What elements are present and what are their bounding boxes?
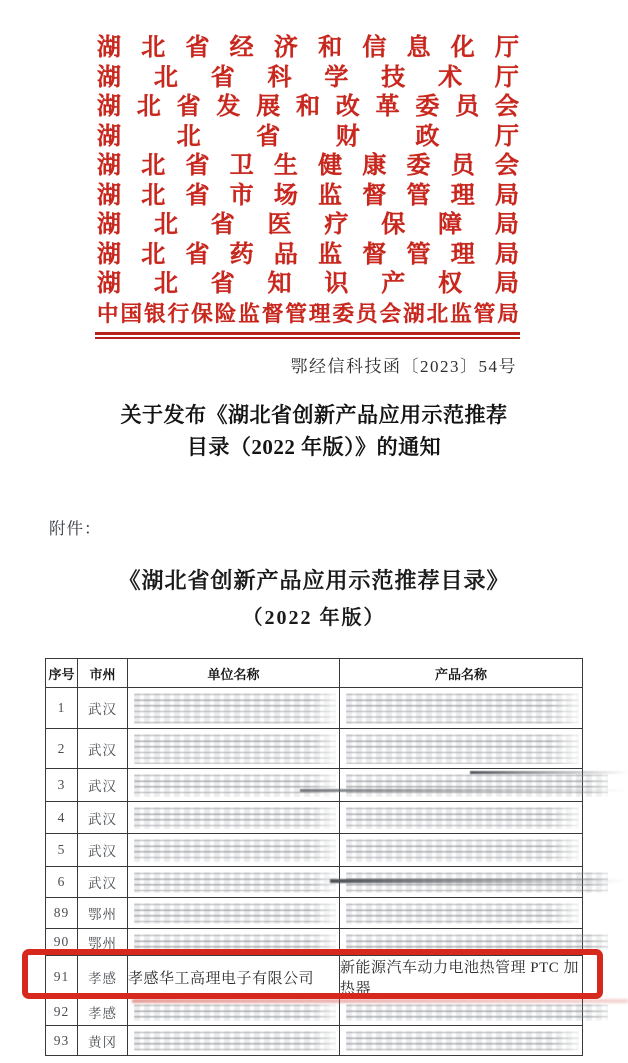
row-product [340, 834, 583, 867]
document-number: 鄂经信科技函〔2023〕54号 [290, 357, 517, 376]
letterhead-line: 湖 北 省 知 识 产 权 局 [97, 271, 519, 297]
row-product [340, 729, 583, 769]
table-row [46, 834, 583, 867]
header-product: 产品名称 [340, 659, 583, 688]
row-city: 鄂州 [78, 929, 128, 956]
row-no: 2 [46, 729, 78, 769]
row-city: 孝感 [78, 999, 128, 1026]
row-product [340, 929, 583, 956]
row-unit [128, 1026, 340, 1056]
table-row [46, 769, 583, 802]
row-no: 92 [46, 999, 78, 1026]
header-city: 市州 [78, 659, 128, 688]
table-row-highlighted [46, 956, 583, 999]
row-unit [128, 929, 340, 956]
table-row [46, 688, 583, 729]
row-city: 孝感 [78, 956, 128, 999]
redacted-text [134, 839, 336, 862]
letterhead-line: 湖 北 省 市 场 监 督 管 理 局 [97, 182, 519, 209]
row-product [340, 1026, 583, 1056]
row-no: 89 [46, 898, 78, 929]
row-city: 武汉 [78, 688, 128, 729]
letterhead-line: 湖 北 省 发 展 和 改 革 委 员 会 [97, 94, 519, 120]
letterhead-line: 中 国 银 行 保 险 监 督 管 理 委 员 会 湖 北 监 管 局 [97, 301, 519, 326]
letterhead-rule [95, 332, 520, 339]
row-unit [128, 802, 340, 834]
row-city: 武汉 [78, 769, 128, 802]
row-city: 武汉 [78, 729, 128, 769]
row-no: 5 [46, 834, 78, 867]
row-no: 1 [46, 688, 78, 729]
row-no: 90 [46, 929, 78, 956]
row-unit [128, 867, 340, 898]
letterhead-line: 湖 北 省 卫 生 健 康 委 员 会 [97, 153, 519, 179]
redacted-text [134, 774, 336, 797]
row-product [340, 867, 583, 898]
redacted-text [134, 1004, 336, 1021]
notice-title-line1: 关于发布《湖北省创新产品应用示范推荐 [120, 403, 508, 427]
redacted-text [134, 734, 336, 764]
row-no: 3 [46, 769, 78, 802]
redacted-text [346, 807, 579, 829]
redacted-text [134, 693, 336, 724]
notice-title [0, 400, 628, 463]
row-unit [128, 999, 340, 1026]
redacted-text [134, 1031, 336, 1051]
row-product [340, 802, 583, 834]
redacted-text [134, 934, 336, 951]
row-product [340, 999, 583, 1026]
table-row [46, 867, 583, 898]
letterhead-line: 湖 北 省 财 政 厅 [97, 123, 519, 150]
row-unit [128, 898, 340, 929]
table-row [46, 929, 583, 956]
catalog-table-wrap [45, 658, 582, 1056]
table-row [46, 1026, 583, 1056]
header-unit: 单位名称 [128, 659, 340, 688]
redacted-text [346, 734, 579, 764]
letterhead-line: 湖 北 省 科 学 技 术 厅 [97, 64, 519, 91]
row-product [340, 898, 583, 929]
row-city: 黄冈 [78, 1026, 128, 1056]
row-city: 武汉 [78, 867, 128, 898]
redacted-text [346, 1031, 579, 1051]
redacted-text [346, 1004, 608, 1021]
row-no: 4 [46, 802, 78, 834]
table-row [46, 999, 583, 1026]
row-unit [128, 769, 340, 802]
row-unit [128, 688, 340, 729]
letterhead [97, 34, 519, 329]
row-city: 鄂州 [78, 898, 128, 929]
row-unit: 孝感华工高理电子有限公司 [128, 956, 340, 999]
row-unit [128, 729, 340, 769]
catalog-title [0, 566, 628, 633]
row-no: 93 [46, 1026, 78, 1056]
row-product [340, 769, 583, 802]
row-product: 新能源汽车动力电池热管理 PTC 加热器 [340, 956, 583, 999]
catalog-table [45, 658, 583, 1056]
table-row [46, 898, 583, 929]
redacted-text [134, 807, 336, 829]
redacted-text [346, 693, 579, 724]
row-city: 武汉 [78, 802, 128, 834]
letterhead-line: 湖 北 省 医 疗 保 障 局 [97, 212, 519, 238]
redacted-text [346, 839, 579, 862]
redacted-text [134, 903, 336, 924]
row-city: 武汉 [78, 834, 128, 867]
table-row [46, 729, 583, 769]
letterhead-line: 湖 北 省 经 济 和 信 息 化 厅 [97, 35, 519, 61]
redacted-text [346, 872, 608, 893]
row-product [340, 688, 583, 729]
redacted-text [346, 934, 608, 951]
row-no: 91 [46, 956, 78, 999]
redacted-text [134, 872, 336, 893]
table-header-row [46, 659, 583, 688]
row-no: 6 [46, 867, 78, 898]
catalog-table-body [46, 688, 583, 1056]
catalog-title-line2: （2022 年版） [242, 607, 386, 629]
letterhead-line: 湖 北 省 药 品 监 督 管 理 局 [97, 241, 519, 268]
row-unit [128, 834, 340, 867]
header-serial: 序号 [46, 659, 78, 688]
attachment-label: 附件： [49, 520, 102, 538]
redacted-text [346, 774, 608, 797]
catalog-title-line1: 《湖北省创新产品应用示范推荐目录》 [118, 568, 510, 593]
redacted-text [346, 903, 579, 924]
table-row [46, 802, 583, 834]
notice-title-line2: 目录（2022 年版）》的通知 [186, 434, 442, 459]
